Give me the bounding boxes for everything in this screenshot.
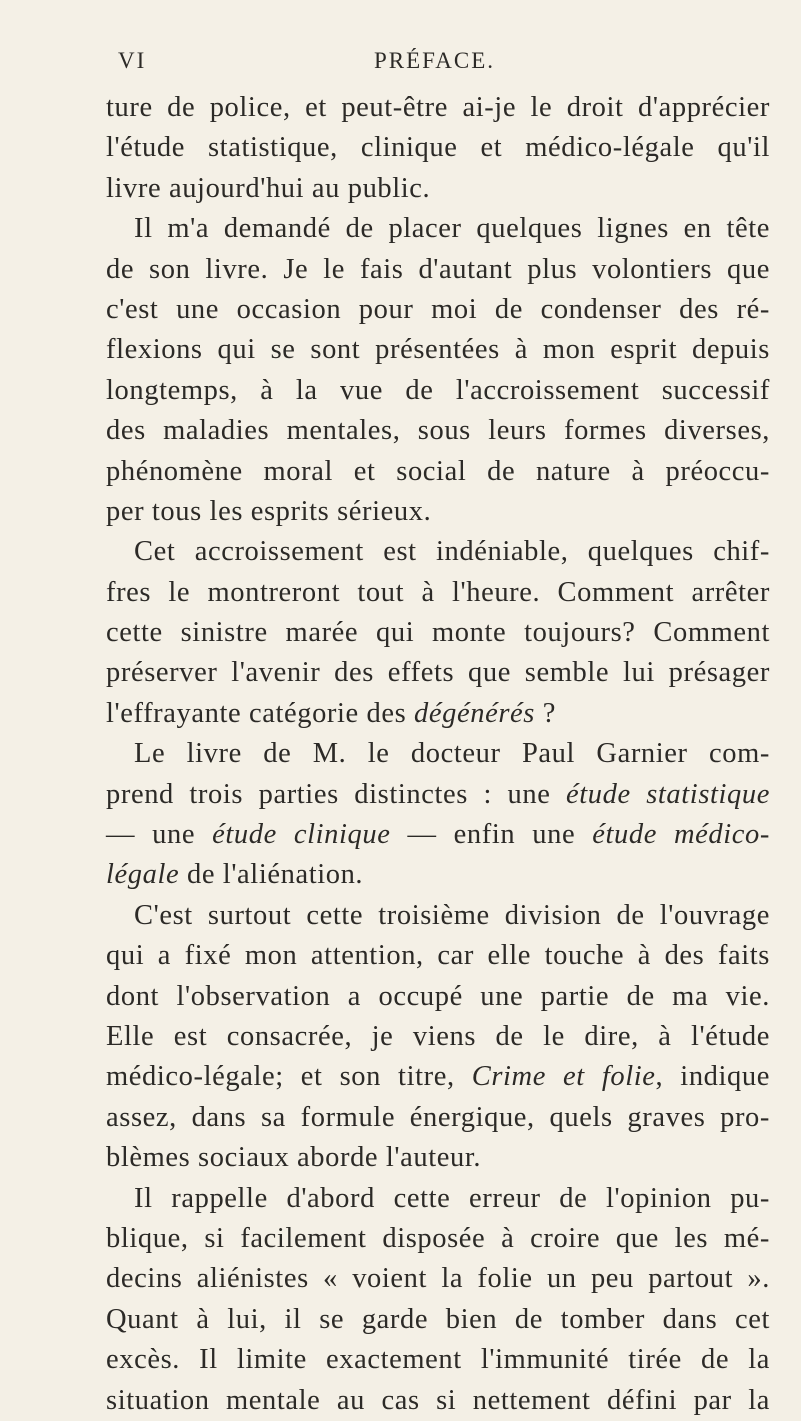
text-line: l'étude statistique, clinique et médico-légale qu'il: [106, 132, 770, 164]
text-line: [106, 775, 770, 815]
text-line: c'est une occasion pour moi de condenser des ré-: [106, 293, 770, 325]
text-line: situation mentale au cas si nettement défini par la: [106, 1384, 770, 1416]
text-line: Quant à lui, il se garde bien de tomber dans cet: [106, 1303, 770, 1335]
text-line: flexions qui se sont présentées à mon esprit depuis: [106, 334, 770, 366]
running-head: PRÉFACE.: [374, 48, 496, 73]
text-line: [106, 815, 770, 855]
text-line: [106, 1057, 770, 1097]
text-line: préserver l'avenir des effets que semble lui présager: [106, 657, 770, 689]
text-line: Il m'a demandé de placer quelques lignes en tête: [134, 213, 770, 245]
italic-text: légale: [106, 859, 180, 891]
text-segment: de l'aliénation.: [179, 859, 364, 891]
text-line: [106, 694, 770, 734]
page-number: VI: [118, 48, 147, 73]
text-line: [106, 855, 770, 895]
text-line: excès. Il limite exactement l'immunité tirée de la: [106, 1344, 770, 1376]
text-line: Cet accroissement est indéniable, quelques chif-: [134, 536, 770, 568]
text-line: C'est surtout cette troisième division de l'ouvrage: [134, 899, 770, 931]
page-header: [118, 48, 745, 82]
text-segment: Le livre de M. le docteur Paul Garnier com-: [134, 738, 770, 770]
text-segment: médico-légale; et son titre,: [106, 1061, 472, 1093]
italic-text: dégénérés: [414, 697, 535, 729]
text-line: blique, si facilement disposée à croire que les mé-: [106, 1222, 770, 1254]
text-line: cette sinistre marée qui monte toujours? Comment: [106, 617, 770, 649]
text-line: qui a fixé mon attention, car elle touche à des faits: [106, 940, 770, 972]
text-segment: l'effrayante catégorie des: [106, 697, 415, 729]
text-segment: , indique: [655, 1061, 770, 1093]
text-line: [106, 734, 770, 774]
text-segment: ?: [534, 697, 556, 729]
text-line: assez, dans sa formule énergique, quels graves pro-: [106, 1101, 770, 1133]
italic-text: étude clinique: [212, 819, 391, 851]
text-line: Elle est consacrée, je viens de le dire, à l'étude: [106, 1020, 770, 1052]
text-line: per tous les esprits sérieux.: [106, 495, 432, 527]
text-line: longtemps, à la vue de l'accroissement successif: [106, 374, 770, 406]
italic-text: étude médico-: [592, 819, 770, 851]
text-line: phénomène moral et social de nature à préoccu-: [106, 455, 770, 487]
text-line: dont l'observation a occupé une partie de ma vie.: [106, 980, 770, 1012]
text-line: fres le montreront tout à l'heure. Comment arrêter: [106, 576, 770, 608]
text-line: de son livre. Je le fais d'autant plus volontiers que: [106, 253, 770, 285]
text-segment: — une: [106, 819, 213, 851]
text-line: decins aliénistes « voient la folie un peu partout ».: [106, 1263, 770, 1295]
text-line: ture de police, et peut-être ai-je le droit d'apprécier: [106, 92, 770, 123]
text-line: Il rappelle d'abord cette erreur de l'opinion pu-: [134, 1182, 770, 1214]
text-line: des maladies mentales, sous leurs formes diverses,: [106, 415, 770, 447]
text-line: blèmes sociaux aborde l'auteur.: [106, 1142, 482, 1174]
italic-text: Crime et folie: [471, 1061, 656, 1093]
body-text: [106, 88, 770, 1421]
italic-text: étude statistique: [565, 778, 770, 810]
text-segment: — enfin une: [390, 819, 593, 851]
text-segment: prend trois parties distinctes : une: [106, 778, 566, 810]
text-line: livre aujourd'hui au public.: [106, 172, 431, 204]
